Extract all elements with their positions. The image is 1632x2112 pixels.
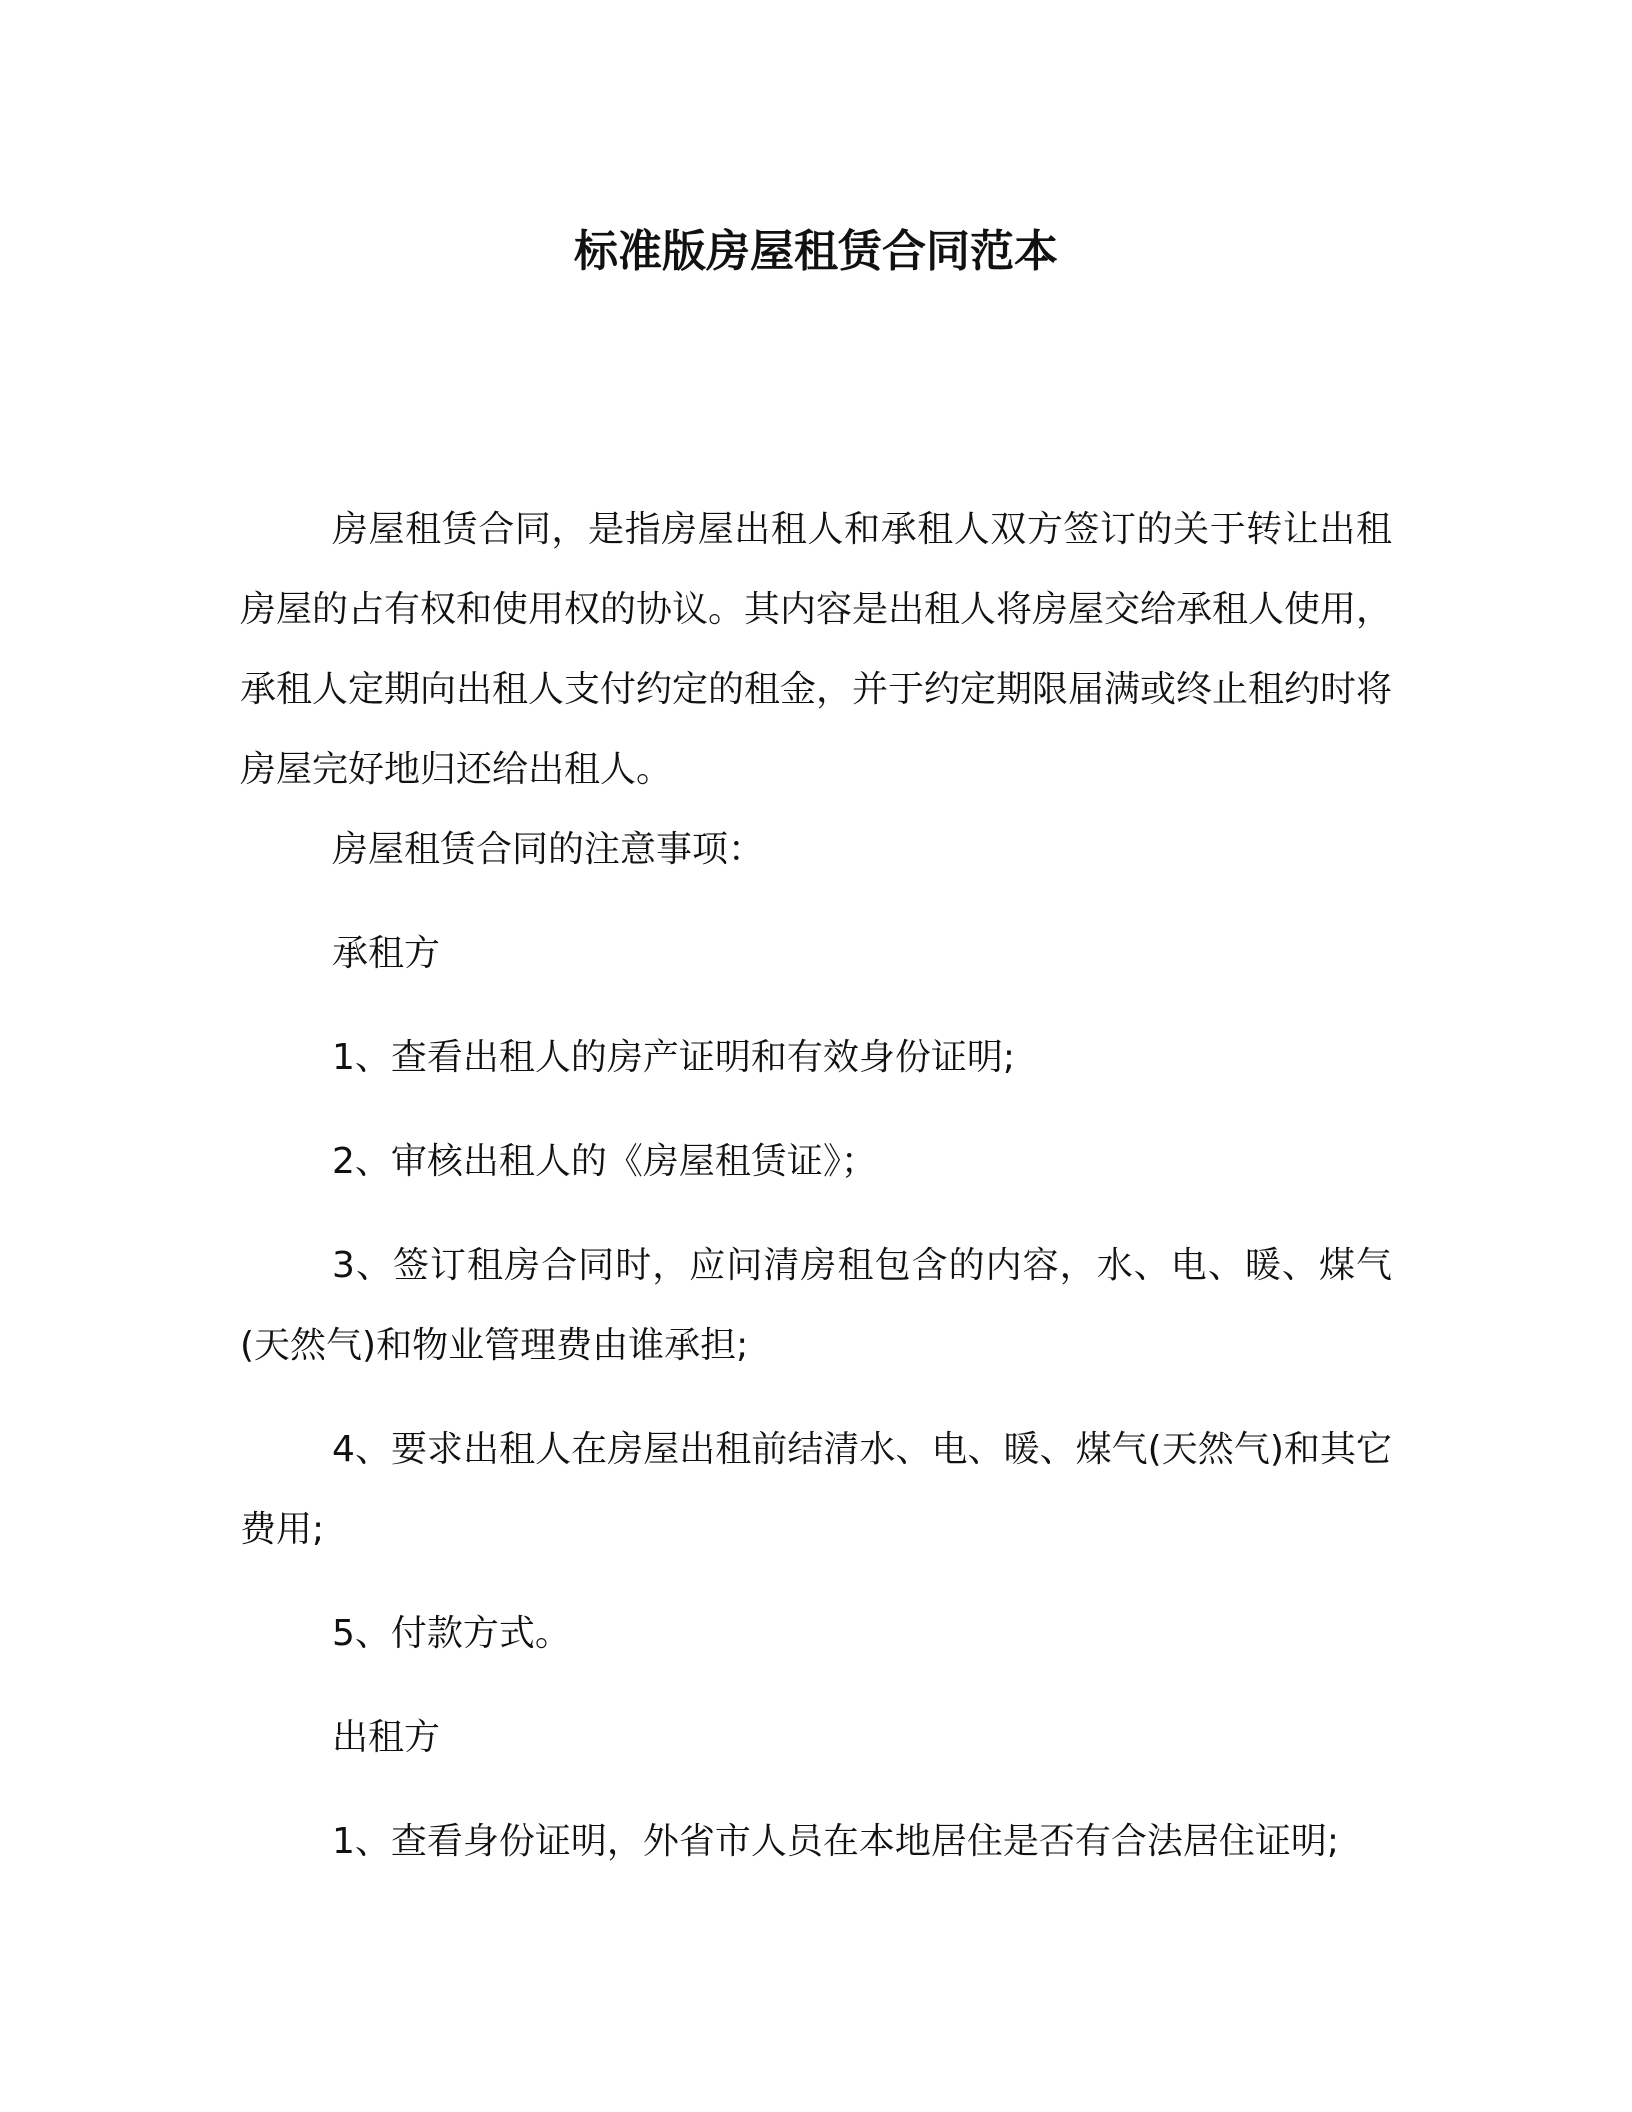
landlord-heading: 出租方	[332, 1717, 441, 1758]
notes-heading: 房屋租赁合同的注意事项：	[332, 829, 765, 870]
tenant-heading: 承租方	[332, 933, 441, 974]
tenant-item-5: 5、付款方式。	[332, 1613, 571, 1654]
tenant-item-5-block	[240, 1594, 1392, 1674]
tenant-item-3: 3、签订租房合同时，应问清房租包含的内容，水、电、暖、煤气(天然气)和物业管理费由谁承担;	[240, 1245, 1392, 1366]
tenant-heading-block	[240, 914, 1392, 994]
tenant-item-4: 4、要求出租人在房屋出租前结清水、电、暖、煤气(天然气)和其它费用;	[240, 1429, 1392, 1550]
landlord-item-1-block	[240, 1802, 1392, 1882]
landlord-heading-block	[240, 1698, 1392, 1778]
notes-heading-block	[240, 810, 1392, 890]
landlord-item-1: 1、查看身份证明，外省市人员在本地居住是否有合法居住证明;	[332, 1821, 1340, 1862]
tenant-item-1: 1、查看出租人的房产证明和有效身份证明;	[332, 1037, 1016, 1078]
tenant-item-2: 2、审核出租人的《房屋租赁证》；	[332, 1141, 877, 1182]
tenant-item-4-block	[240, 1410, 1392, 1570]
document-title: 标准版房屋租赁合同范本	[574, 226, 1058, 277]
tenant-item-1-block	[240, 1018, 1392, 1098]
intro-paragraph: 房屋租赁合同，是指房屋出租人和承租人双方签订的关于转让出租房屋的占有权和使用权的协议。其内容是出租人将房屋交给承租人使用，承租人定期向出租人支付约定的租金，并于约定期限届满或终止租约时将房屋完好地归还给出租人。	[240, 509, 1393, 790]
tenant-item-3-block	[240, 1226, 1392, 1386]
document-body	[240, 490, 1392, 810]
tenant-item-2-block	[240, 1122, 1392, 1202]
